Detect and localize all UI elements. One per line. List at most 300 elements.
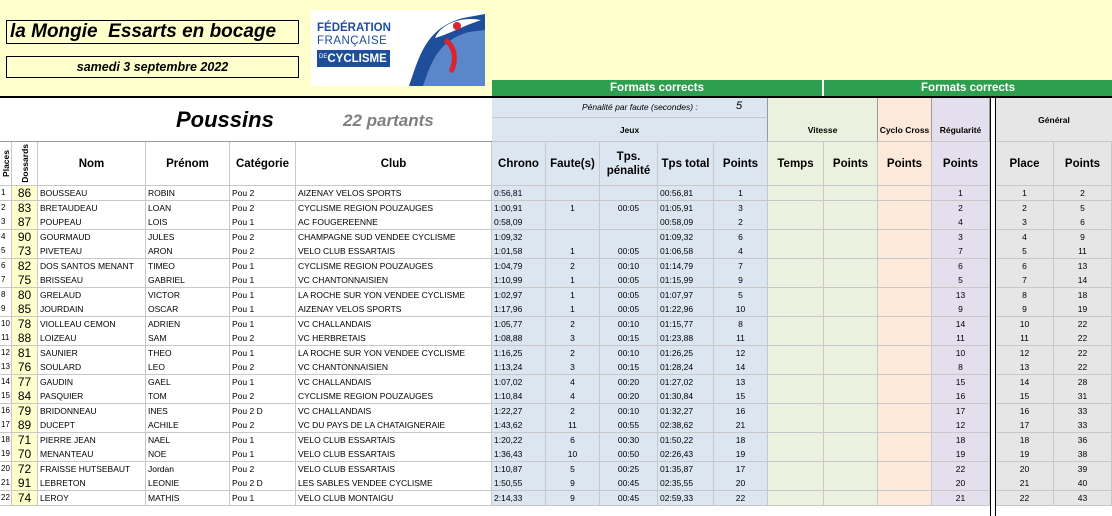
cell-place: 3 <box>0 215 12 230</box>
cell-fautes: 1 <box>546 273 600 288</box>
cell-pj: 10 <box>714 302 768 317</box>
cell-place: 6 <box>0 259 12 274</box>
cell-gplace: 5 <box>996 244 1054 259</box>
cell-pj: 17 <box>714 462 768 477</box>
cell-reg: 16 <box>932 389 990 404</box>
cell-gplace: 17 <box>996 418 1054 433</box>
cell-fautes: 10 <box>546 447 600 462</box>
cell-gpts: 5 <box>1054 201 1112 216</box>
cell-pv <box>824 476 878 491</box>
cell-club: VC DU PAYS DE LA CHATAIGNERAIE <box>296 418 492 433</box>
column-header-place-general <box>996 142 1054 186</box>
column-header-label: Prénom <box>166 157 209 170</box>
ffc-logo <box>311 10 485 86</box>
cell-temps <box>768 273 824 288</box>
cell-nom: BRETAUDEAU <box>38 201 146 216</box>
cell-chrono: 1:10,87 <box>492 462 546 477</box>
cell-nom: POUPEAU <box>38 215 146 230</box>
cell-reg: 10 <box>932 346 990 361</box>
cell-cat: Pou 2 <box>230 201 296 216</box>
cell-chrono: 1:02,97 <box>492 288 546 303</box>
column-header-points-general <box>1054 142 1112 186</box>
cell-dossard: 78 <box>12 317 38 332</box>
cell-prenom: JULES <box>146 230 230 245</box>
cell-pen: 00:15 <box>600 360 658 375</box>
cell-place: 10 <box>0 317 12 332</box>
cell-chrono: 1:43,62 <box>492 418 546 433</box>
cell-temps <box>768 186 824 201</box>
cell-gplace: 14 <box>996 375 1054 390</box>
cell-club: AC FOUGEREENNE <box>296 215 492 230</box>
cell-pen: 00:10 <box>600 346 658 361</box>
cell-reg: 19 <box>932 447 990 462</box>
cell-nom: JOURDAIN <box>38 302 146 317</box>
cell-cat: Pou 1 <box>230 346 296 361</box>
cell-total: 01:32,27 <box>658 404 714 419</box>
cell-total: 01:30,84 <box>658 389 714 404</box>
cell-fautes: 1 <box>546 201 600 216</box>
cell-chrono: 1:16,25 <box>492 346 546 361</box>
cell-pv <box>824 404 878 419</box>
cell-pj: 18 <box>714 433 768 448</box>
cell-dossard: 72 <box>12 462 38 477</box>
cell-pc <box>878 346 932 361</box>
cell-pc <box>878 244 932 259</box>
cell-pc <box>878 389 932 404</box>
column-header-tps-total <box>658 142 714 186</box>
cell-cat: Pou 1 <box>230 491 296 506</box>
cell-pen: 00:05 <box>600 288 658 303</box>
cell-cat: Pou 1 <box>230 375 296 390</box>
cell-club: VC CHANTONNAISIEN <box>296 273 492 288</box>
cell-dossard: 85 <box>12 302 38 317</box>
cell-cat: Pou 2 <box>230 230 296 245</box>
cell-prenom: LOIS <box>146 215 230 230</box>
cell-place: 17 <box>0 418 12 433</box>
cell-prenom: ADRIEN <box>146 317 230 332</box>
cell-pv <box>824 375 878 390</box>
cell-pc <box>878 375 932 390</box>
cell-chrono: 1:36,43 <box>492 447 546 462</box>
cell-place: 19 <box>0 447 12 462</box>
cell-pv <box>824 186 878 201</box>
cell-prenom: LOAN <box>146 201 230 216</box>
cell-nom: SOULARD <box>38 360 146 375</box>
cell-chrono: 1:05,77 <box>492 317 546 332</box>
cell-temps <box>768 404 824 419</box>
cell-pc <box>878 418 932 433</box>
cell-gpts: 6 <box>1054 215 1112 230</box>
column-header-fautes <box>546 142 600 186</box>
cell-temps <box>768 259 824 274</box>
cell-reg: 7 <box>932 244 990 259</box>
cell-gplace: 6 <box>996 259 1054 274</box>
column-header-label: Points <box>886 157 923 170</box>
cell-pen: 00:05 <box>600 302 658 317</box>
cell-gpts: 31 <box>1054 389 1112 404</box>
cell-fautes: 2 <box>546 259 600 274</box>
cell-place: 15 <box>0 389 12 404</box>
cell-gpts: 43 <box>1054 491 1112 506</box>
cell-club: AIZENAY VELOS SPORTS <box>296 302 492 317</box>
formats-banner-left <box>492 80 822 96</box>
cell-gplace: 16 <box>996 404 1054 419</box>
cell-chrono: 1:07,02 <box>492 375 546 390</box>
category-name: Poussins <box>176 107 274 132</box>
cell-pc <box>878 447 932 462</box>
cell-fautes: 2 <box>546 317 600 332</box>
cell-gplace: 10 <box>996 317 1054 332</box>
cell-cat: Pou 2 <box>230 418 296 433</box>
cell-club: VC CHALLANDAIS <box>296 404 492 419</box>
cell-gpts: 2 <box>1054 186 1112 201</box>
cell-pj: 4 <box>714 244 768 259</box>
cell-pen: 00:10 <box>600 317 658 332</box>
cell-nom: GOURMAUD <box>38 230 146 245</box>
cell-prenom: NAEL <box>146 433 230 448</box>
cell-gpts: 22 <box>1054 331 1112 346</box>
cell-gpts: 36 <box>1054 433 1112 448</box>
cell-pc <box>878 404 932 419</box>
cell-reg: 2 <box>932 201 990 216</box>
cell-nom: GRELAUD <box>38 288 146 303</box>
cell-gplace: 21 <box>996 476 1054 491</box>
cell-chrono: 1:09,32 <box>492 230 546 245</box>
cell-pv <box>824 418 878 433</box>
group-regularite <box>932 98 990 142</box>
cell-gpts: 33 <box>1054 418 1112 433</box>
logo-text-block <box>317 22 407 82</box>
logo-prefix: DE <box>319 54 328 60</box>
cell-dossard: 84 <box>12 389 38 404</box>
cell-pv <box>824 317 878 332</box>
logo-cyclisme: CYCLISME <box>327 53 387 65</box>
group-general-label: Général <box>1038 114 1070 125</box>
cell-fautes: 11 <box>546 418 600 433</box>
cell-pv <box>824 273 878 288</box>
cell-cat: Pou 1 <box>230 273 296 288</box>
cell-prenom: LEO <box>146 360 230 375</box>
cell-pc <box>878 360 932 375</box>
cell-fautes: 1 <box>546 302 600 317</box>
cell-fautes: 6 <box>546 433 600 448</box>
cell-cat: Pou 1 <box>230 447 296 462</box>
cell-fautes: 4 <box>546 389 600 404</box>
cell-pc <box>878 288 932 303</box>
cell-prenom: THEO <box>146 346 230 361</box>
cell-place: 20 <box>0 462 12 477</box>
cell-pen: 00:55 <box>600 418 658 433</box>
cell-chrono: 1:50,55 <box>492 476 546 491</box>
cell-gplace: 20 <box>996 462 1054 477</box>
cell-total: 01:15,77 <box>658 317 714 332</box>
cell-place: 2 <box>0 201 12 216</box>
cell-nom: DUCEPT <box>38 418 146 433</box>
cell-gplace: 15 <box>996 389 1054 404</box>
cell-dossard: 81 <box>12 346 38 361</box>
cell-chrono: 1:22,27 <box>492 404 546 419</box>
cell-chrono: 0:58,09 <box>492 215 546 230</box>
cell-pc <box>878 201 932 216</box>
cell-place: 16 <box>0 404 12 419</box>
cell-gpts: 13 <box>1054 259 1112 274</box>
cell-club: LA ROCHE SUR YON VENDEE CYCLISME <box>296 288 492 303</box>
cell-pen: 00:05 <box>600 244 658 259</box>
cell-total: 01:05,91 <box>658 201 714 216</box>
formats-banner-right <box>824 80 1112 96</box>
cell-total: 01:50,22 <box>658 433 714 448</box>
cell-dossard: 77 <box>12 375 38 390</box>
cell-club: VELO CLUB ESSARTAIS <box>296 447 492 462</box>
cell-pen: 00:50 <box>600 447 658 462</box>
cell-pen <box>600 186 658 201</box>
cell-cat: Pou 2 <box>230 331 296 346</box>
cell-pj: 15 <box>714 389 768 404</box>
cell-place: 1 <box>0 186 12 201</box>
column-header-label: Tps. pénalité <box>606 150 651 177</box>
cell-total: 02:38,62 <box>658 418 714 433</box>
cell-place: 5 <box>0 244 12 259</box>
cell-nom: VIOLLEAU CEMON <box>38 317 146 332</box>
cell-chrono: 1:04,79 <box>492 259 546 274</box>
cell-reg: 1 <box>932 186 990 201</box>
cell-pv <box>824 288 878 303</box>
cell-gpts: 22 <box>1054 360 1112 375</box>
cell-prenom: ACHILE <box>146 418 230 433</box>
cell-pv <box>824 433 878 448</box>
cell-pj: 14 <box>714 360 768 375</box>
cell-reg: 8 <box>932 360 990 375</box>
cell-total: 02:59,33 <box>658 491 714 506</box>
cell-fautes: 3 <box>546 360 600 375</box>
event-title: la Mongie Essarts en bocage <box>10 21 277 42</box>
cell-place: 18 <box>0 433 12 448</box>
column-header-temps <box>768 142 824 186</box>
cell-total: 01:22,96 <box>658 302 714 317</box>
cell-gplace: 8 <box>996 288 1054 303</box>
cell-pj: 19 <box>714 447 768 462</box>
cell-pv <box>824 230 878 245</box>
cell-dossard: 90 <box>12 230 38 245</box>
cell-place: 13 <box>0 360 12 375</box>
cell-reg: 14 <box>932 317 990 332</box>
cell-total: 01:07,97 <box>658 288 714 303</box>
cell-fautes: 9 <box>546 491 600 506</box>
cell-temps <box>768 418 824 433</box>
column-header-label: Points <box>722 157 759 170</box>
cell-place: 12 <box>0 346 12 361</box>
cell-pen: 00:20 <box>600 375 658 390</box>
cell-pj: 13 <box>714 375 768 390</box>
cell-reg: 12 <box>932 418 990 433</box>
cell-dossard: 86 <box>12 186 38 201</box>
cell-club: AIZENAY VELOS SPORTS <box>296 186 492 201</box>
cell-dossard: 79 <box>12 404 38 419</box>
cell-place: 11 <box>0 331 12 346</box>
cyclist-emblem-icon <box>405 10 485 86</box>
cell-pen: 00:20 <box>600 389 658 404</box>
cell-pv <box>824 201 878 216</box>
cell-fautes <box>546 215 600 230</box>
cell-gpts: 19 <box>1054 302 1112 317</box>
cell-fautes: 2 <box>546 404 600 419</box>
cell-pen <box>600 215 658 230</box>
cell-nom: BRISSEAU <box>38 273 146 288</box>
cell-club: VC CHALLANDAIS <box>296 317 492 332</box>
cell-club: CYCLISME REGION POUZAUGES <box>296 201 492 216</box>
cell-pj: 11 <box>714 331 768 346</box>
cell-pen <box>600 230 658 245</box>
cell-gplace: 2 <box>996 201 1054 216</box>
cell-total: 01:26,25 <box>658 346 714 361</box>
cell-fautes <box>546 186 600 201</box>
cell-club: VELO CLUB ESSARTAIS <box>296 244 492 259</box>
column-header-label: Nom <box>78 157 105 170</box>
group-vitesse <box>768 98 878 142</box>
cell-total: 00:58,09 <box>658 215 714 230</box>
cell-total: 01:27,02 <box>658 375 714 390</box>
cell-pc <box>878 491 932 506</box>
cell-nom: PASQUIER <box>38 389 146 404</box>
cell-place: 14 <box>0 375 12 390</box>
cell-fautes: 3 <box>546 331 600 346</box>
cell-dossard: 82 <box>12 259 38 274</box>
cell-cat: Pou 2 <box>230 360 296 375</box>
column-header-points-vitesse <box>824 142 878 186</box>
cell-total: 01:35,87 <box>658 462 714 477</box>
column-header-label: Temps <box>777 157 814 170</box>
cell-dossard: 88 <box>12 331 38 346</box>
cell-fautes: 1 <box>546 244 600 259</box>
column-header-label: Place <box>1009 157 1040 170</box>
formats-banner-right-text: Formats corrects <box>921 82 1015 94</box>
cell-temps <box>768 302 824 317</box>
cell-prenom: ARON <box>146 244 230 259</box>
cell-temps <box>768 230 824 245</box>
cell-gplace: 13 <box>996 360 1054 375</box>
cell-pj: 22 <box>714 491 768 506</box>
cell-gplace: 19 <box>996 447 1054 462</box>
cell-prenom: SAM <box>146 331 230 346</box>
cell-pj: 5 <box>714 288 768 303</box>
cell-prenom: INES <box>146 404 230 419</box>
cell-temps <box>768 244 824 259</box>
cell-pj: 2 <box>714 215 768 230</box>
cell-temps <box>768 447 824 462</box>
cell-cat: Pou 1 <box>230 259 296 274</box>
column-header-label: Points <box>832 157 869 170</box>
cell-dossard: 83 <box>12 201 38 216</box>
cell-gplace: 1 <box>996 186 1054 201</box>
cell-chrono: 1:01,58 <box>492 244 546 259</box>
cell-reg: 22 <box>932 462 990 477</box>
cell-club: LES SABLES VENDEE CYCLISME <box>296 476 492 491</box>
group-jeux <box>492 118 768 142</box>
cell-pc <box>878 186 932 201</box>
penalty-value: 5 <box>736 100 743 112</box>
cell-pc <box>878 317 932 332</box>
cell-dossard: 71 <box>12 433 38 448</box>
cell-reg: 17 <box>932 404 990 419</box>
event-date-box <box>6 56 299 78</box>
cell-gpts: 22 <box>1054 317 1112 332</box>
cell-cat: Pou 1 <box>230 317 296 332</box>
cell-pen: 00:45 <box>600 476 658 491</box>
column-header-chrono <box>492 142 546 186</box>
cell-chrono: 0:56,81 <box>492 186 546 201</box>
column-header-tps-penalite <box>600 142 658 186</box>
logo-line-francaise: FRANÇAISE <box>317 35 388 47</box>
column-header-prenom <box>146 142 230 186</box>
cell-pv <box>824 462 878 477</box>
cell-pc <box>878 302 932 317</box>
cell-total: 01:23,88 <box>658 331 714 346</box>
cell-chrono: 1:13,24 <box>492 360 546 375</box>
cell-pj: 20 <box>714 476 768 491</box>
cell-temps <box>768 476 824 491</box>
cell-cat: Pou 1 <box>230 288 296 303</box>
cell-pv <box>824 447 878 462</box>
cell-prenom: TOM <box>146 389 230 404</box>
cell-nom: PIERRE JEAN <box>38 433 146 448</box>
cell-chrono: 1:00,91 <box>492 201 546 216</box>
formats-banner-left-text: Formats corrects <box>610 82 704 94</box>
cell-cat: Pou 2 <box>230 389 296 404</box>
column-header-dossards <box>12 142 38 186</box>
cell-reg: 5 <box>932 273 990 288</box>
cell-cat: Pou 1 <box>230 302 296 317</box>
cell-chrono: 2:14,33 <box>492 491 546 506</box>
cell-nom: GAUDIN <box>38 375 146 390</box>
cell-reg: 20 <box>932 476 990 491</box>
cell-fautes: 2 <box>546 346 600 361</box>
cell-prenom: VICTOR <box>146 288 230 303</box>
cell-fautes: 1 <box>546 288 600 303</box>
category-starters: 22 partants <box>343 111 434 130</box>
cell-nom: BRIDONNEAU <box>38 404 146 419</box>
cell-chrono: 1:10,84 <box>492 389 546 404</box>
cell-temps <box>768 201 824 216</box>
cell-pj: 12 <box>714 346 768 361</box>
cell-gpts: 22 <box>1054 346 1112 361</box>
column-header-label: Dossards <box>19 144 30 183</box>
cell-gpts: 40 <box>1054 476 1112 491</box>
cell-temps <box>768 375 824 390</box>
cell-fautes: 5 <box>546 462 600 477</box>
cell-chrono: 1:20,22 <box>492 433 546 448</box>
column-header-label: Points <box>1064 157 1101 170</box>
cell-pj: 7 <box>714 259 768 274</box>
cell-reg: 6 <box>932 259 990 274</box>
column-header-label: Places <box>0 150 11 177</box>
cell-pv <box>824 389 878 404</box>
group-general <box>996 98 1112 142</box>
cell-place: 21 <box>0 476 12 491</box>
cell-club: VELO CLUB MONTAIGU <box>296 491 492 506</box>
cell-dossard: 87 <box>12 215 38 230</box>
cell-gpts: 9 <box>1054 230 1112 245</box>
cell-total: 01:15,99 <box>658 273 714 288</box>
cell-prenom: ROBIN <box>146 186 230 201</box>
cell-dossard: 91 <box>12 476 38 491</box>
cell-reg: 4 <box>932 215 990 230</box>
cell-cat: Pou 1 <box>230 433 296 448</box>
cell-dossard: 89 <box>12 418 38 433</box>
cell-pc <box>878 331 932 346</box>
cell-club: LA ROCHE SUR YON VENDEE CYCLISME <box>296 346 492 361</box>
column-header-label: Catégorie <box>235 157 290 170</box>
cell-gpts: 33 <box>1054 404 1112 419</box>
